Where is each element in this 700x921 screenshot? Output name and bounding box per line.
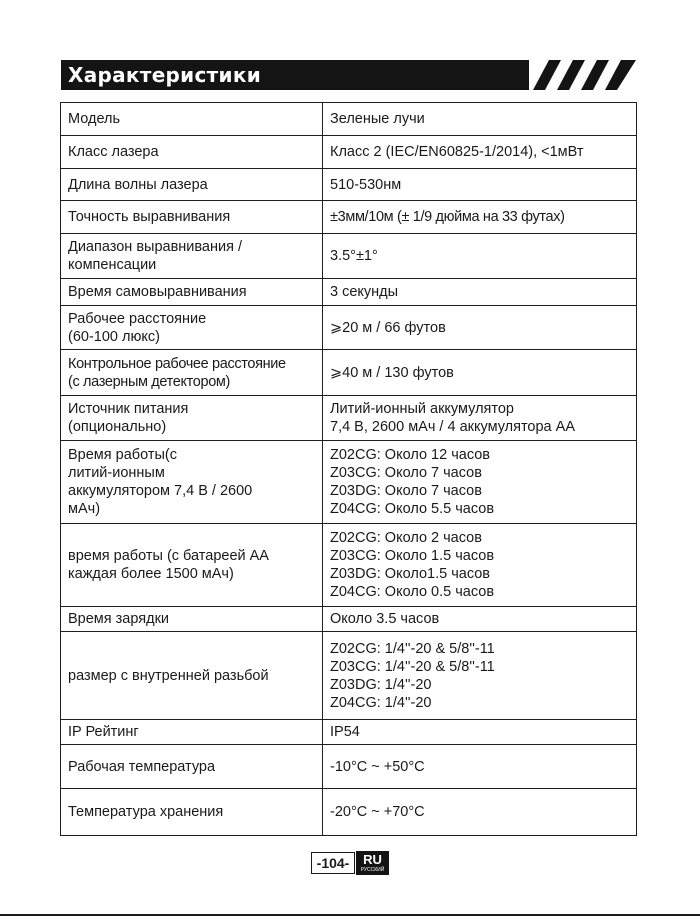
table-row <box>61 306 637 350</box>
spec-value: Z02CG: Около 12 часов Z03CG: Около 7 часов Z03DG: Около 7 часов Z04CG: Около 5.5 часов <box>323 441 637 524</box>
table-row <box>61 720 637 745</box>
spec-label: Модель <box>61 103 323 136</box>
spec-label: Температура хранения <box>61 789 323 836</box>
table-row <box>61 234 637 279</box>
spec-value: -20°C ~ +70°C <box>323 789 637 836</box>
spec-value: ±3мм/10м (± 1/9 дюйма на 33 футах) <box>323 201 637 234</box>
spec-label: Диапазон выравнивания / компенсации <box>61 234 323 279</box>
table-row <box>61 396 637 441</box>
spec-label: Точность выравнивания <box>61 201 323 234</box>
spec-value: Класс 2 (IEC/EN60825-1/2014), <1мВт <box>323 136 637 169</box>
spec-label: Рабочее расстояние (60-100 люкс) <box>61 306 323 350</box>
spec-label: Класс лазера <box>61 136 323 169</box>
table-row <box>61 441 637 524</box>
table-row <box>61 169 637 201</box>
spec-value: Z02CG: Около 2 часов Z03CG: Около 1.5 часов Z03DG: Около1.5 часов Z04CG: Около 0.5 часов <box>323 524 637 607</box>
table-row <box>61 136 637 169</box>
language-name: РУССКИЙ <box>360 867 385 873</box>
page-number: -104- <box>311 852 355 874</box>
spec-value: IP54 <box>323 720 637 745</box>
spec-label: Длина волны лазера <box>61 169 323 201</box>
language-badge <box>356 851 389 875</box>
spec-value: 3.5°±1° <box>323 234 637 279</box>
spec-value: Около 3.5 часов <box>323 607 637 632</box>
spec-label: Контрольное рабочее расстояние (с лазерным детектором) <box>61 350 323 396</box>
spec-value: 510-530нм <box>323 169 637 201</box>
table-row <box>61 607 637 632</box>
section-header <box>61 60 636 90</box>
bottom-divider <box>0 914 700 916</box>
spec-value: Z02CG: 1/4''-20 & 5/8''-11 Z03CG: 1/4''-20 & 5/8''-11 Z03DG: 1/4''-20 Z04CG: 1/4''-20 <box>323 632 637 720</box>
spec-label: Источник питания (опционально) <box>61 396 323 441</box>
table-row <box>61 524 637 607</box>
spec-label: Время самовыравнивания <box>61 279 323 306</box>
header-stripes-decoration <box>529 60 636 90</box>
table-row <box>61 745 637 789</box>
table-row <box>61 350 637 396</box>
spec-label: время работы (с батареей АА каждая более 1500 мАч) <box>61 524 323 607</box>
language-code: RU <box>363 852 382 867</box>
spec-value: -10°C ~ +50°C <box>323 745 637 789</box>
table-row <box>61 279 637 306</box>
spec-value: Литий-ионный аккумулятор 7,4 В, 2600 мАч / 4 аккумулятора АА <box>323 396 637 441</box>
specifications-table <box>60 102 637 836</box>
spec-value: Зеленые лучи <box>323 103 637 136</box>
table-row <box>61 789 637 836</box>
spec-label: Рабочая температура <box>61 745 323 789</box>
spec-value: ⩾20 м / 66 футов <box>323 306 637 350</box>
spec-label: Время зарядки <box>61 607 323 632</box>
table-row <box>61 201 637 234</box>
page-title: Характеристики <box>68 63 262 87</box>
spec-value: 3 секунды <box>323 279 637 306</box>
spec-value: ⩾40 м / 130 футов <box>323 350 637 396</box>
table-row <box>61 632 637 720</box>
section-header-bar <box>61 60 529 90</box>
spec-label: размер с внутренней разьбой <box>61 632 323 720</box>
table-row <box>61 103 637 136</box>
spec-label: Время работы(с литий-ионным аккумулятором 7,4 В / 2600 мАч) <box>61 441 323 524</box>
spec-label: IP Рейтинг <box>61 720 323 745</box>
